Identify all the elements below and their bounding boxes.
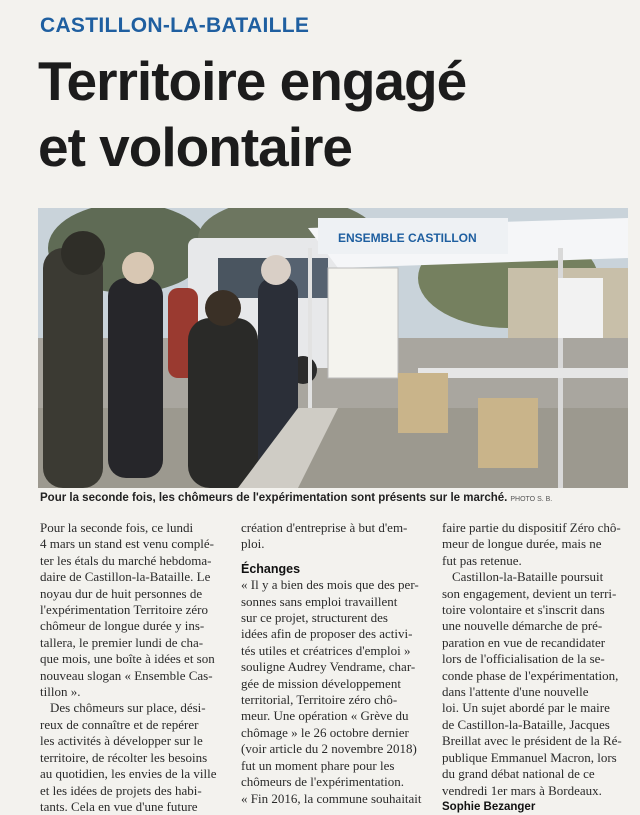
- article-line: dans l'attente d'une nouvelle: [442, 684, 589, 700]
- article-line: l'expérimentation Territoire zéro: [40, 602, 208, 618]
- article-column-1: [40, 520, 228, 815]
- kicker-location: CASTILLON-LA-BATAILLE: [40, 14, 310, 37]
- article-column-2: [241, 520, 429, 807]
- article-line: daire de Castillon-la-Bataille. Le: [40, 569, 211, 585]
- article-line: fut un moment phare pour les: [241, 757, 395, 773]
- article-line: loi. Un sujet abordé par le maire: [442, 700, 610, 716]
- article-line: tillon ».: [40, 684, 81, 700]
- article-line: 4 mars un stand est venu complé-: [40, 536, 215, 552]
- caption-text: Pour la seconde fois, les chômeurs de l'expérimentation sont présents sur le marché.: [40, 492, 508, 504]
- article-line: tallera, le premier lundi de cha-: [40, 634, 204, 650]
- article-line: ter les étals du marché hebdoma-: [40, 552, 212, 568]
- article-line: faire partie du dispositif Zéro chô-: [442, 520, 621, 535]
- article-line: vendredi 1er mars à Bordeaux.: [442, 782, 602, 798]
- article-line: tants. Cela en vue d'une future: [40, 798, 198, 814]
- article-line: son engagement, devient un terri-: [442, 585, 617, 601]
- article-line: tés utiles et créatrices d'emploi »: [241, 642, 411, 658]
- article-line: Castillon-la-Bataille poursuit: [452, 569, 604, 585]
- article-line: chômeur de longue durée y ins-: [40, 618, 205, 634]
- article-line: meur. Une opération « Grève du: [241, 708, 409, 724]
- article-line: une nouvelle démarche de pré-: [442, 618, 603, 634]
- article-line: et les idées de projets des habi-: [40, 782, 202, 798]
- article-line: idées afin de proposer des activi-: [241, 626, 413, 642]
- article-line: territoire, de récolter les besoins: [40, 749, 208, 765]
- photo-caption: [40, 492, 630, 504]
- article-line: paration en vue de recandidater: [442, 634, 606, 650]
- article-line: souligne Audrey Vendrame, char-: [241, 659, 416, 675]
- photo-credit: PHOTO S. B.: [510, 496, 553, 503]
- article-line: sur ce projet, structurent des: [241, 610, 388, 626]
- headline-line-1: Territoire engagé: [38, 50, 467, 112]
- section-subhead: Échanges: [241, 561, 301, 576]
- article-line: au quotidien, les envies de la ville: [40, 766, 217, 782]
- article-line: création d'entreprise à but d'em-: [241, 520, 408, 535]
- article-line: ploi.: [241, 536, 265, 552]
- banner-text: ENSEMBLE CASTILLON: [338, 231, 477, 245]
- article-line: publique Emmanuel Macron, lors: [442, 749, 617, 765]
- article-column-3: [442, 520, 630, 815]
- article-line: toire volontaire et s'inscrit dans: [442, 602, 605, 618]
- article-line: Breillat avec le président de la Ré-: [442, 733, 622, 749]
- article-line: les activités à développer sur le: [40, 733, 203, 749]
- article-line: chômeurs de l'expérimentation.: [241, 774, 404, 790]
- article-line: lors de l'officialisation de la se-: [442, 651, 605, 667]
- author-signature: Sophie Bezanger: [442, 800, 536, 813]
- article-line: conde phase de l'expérimentation,: [442, 667, 619, 683]
- article-line: chômage » le 26 octobre dernier: [241, 724, 409, 740]
- article-line: que mois, une boîte à idées et son: [40, 651, 215, 667]
- article-line: « Fin 2016, la commune souhaitait: [241, 790, 422, 806]
- article-line: Pour la seconde fois, ce lundi: [40, 520, 194, 535]
- article-line: « Il y a bien des mois que des per-: [241, 577, 419, 593]
- article-line: gée de mission développement: [241, 675, 401, 691]
- article-line: territorial, Territoire zéro chô-: [241, 692, 398, 708]
- article-line: de Castillon-la-Bataille, Jacques: [442, 716, 610, 732]
- article-line: meur de longue durée, mais ne: [442, 536, 602, 552]
- headline-line-2: et volontaire: [38, 116, 353, 178]
- article-line: (voir article du 2 novembre 2018): [241, 741, 417, 757]
- article-line: reux de connaître et de repérer: [40, 716, 199, 732]
- article-line: fut pas retenue.: [442, 552, 522, 568]
- article-photo: [38, 208, 628, 488]
- article-line: sonnes sans emploi travaillent: [241, 593, 398, 609]
- article-line: Des chômeurs sur place, dési-: [50, 700, 206, 716]
- market-stand-illustration: [38, 208, 628, 488]
- article-line: noyau dur de huit personnes de: [40, 585, 203, 601]
- article-line: nouveau slogan « Ensemble Cas-: [40, 667, 213, 683]
- article-line: du grand débat national de ce: [442, 766, 595, 782]
- headline: [38, 48, 628, 180]
